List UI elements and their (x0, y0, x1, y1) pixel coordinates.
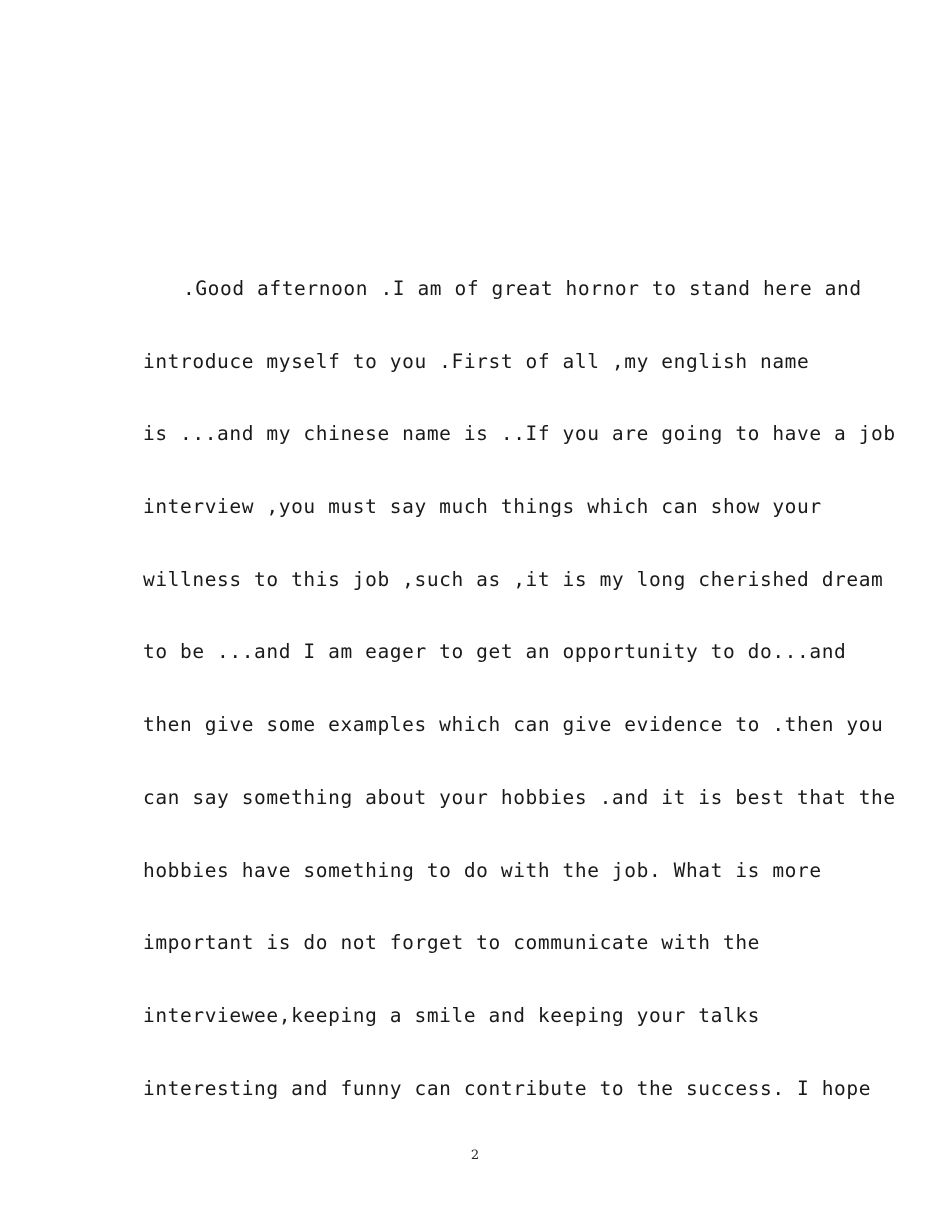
text-line: interesting and funny can contribute to the success. I hope (143, 1076, 872, 1100)
text-line: is ...and my chinese name is ..If you are going to have a job (143, 422, 896, 446)
text-line: interview ,you must say much things which can show your (143, 495, 822, 519)
page-number: 2 (470, 1148, 480, 1163)
text-line: interviewee,keeping a smile and keeping your talks (143, 1003, 760, 1027)
text-line: hobbies have something to do with the job. What is more (143, 858, 822, 882)
text-line: willness to this job ,such as ,it is my long cherished dream (143, 567, 884, 591)
body-paragraph (143, 270, 896, 1142)
text-line: then give some examples which can give evidence to .then you (143, 713, 884, 737)
text-line: to be ...and I am eager to get an opportunity to do...and (143, 640, 847, 664)
text-line: introduce myself to you .First of all ,my english name (143, 349, 810, 373)
text-line: .Good afternoon .I am of great hornor to stand here and (183, 277, 862, 300)
text-line: can say something about your hobbies .and it is best that the (143, 785, 896, 809)
text-line: important is do not forget to communicate with the (143, 931, 760, 955)
